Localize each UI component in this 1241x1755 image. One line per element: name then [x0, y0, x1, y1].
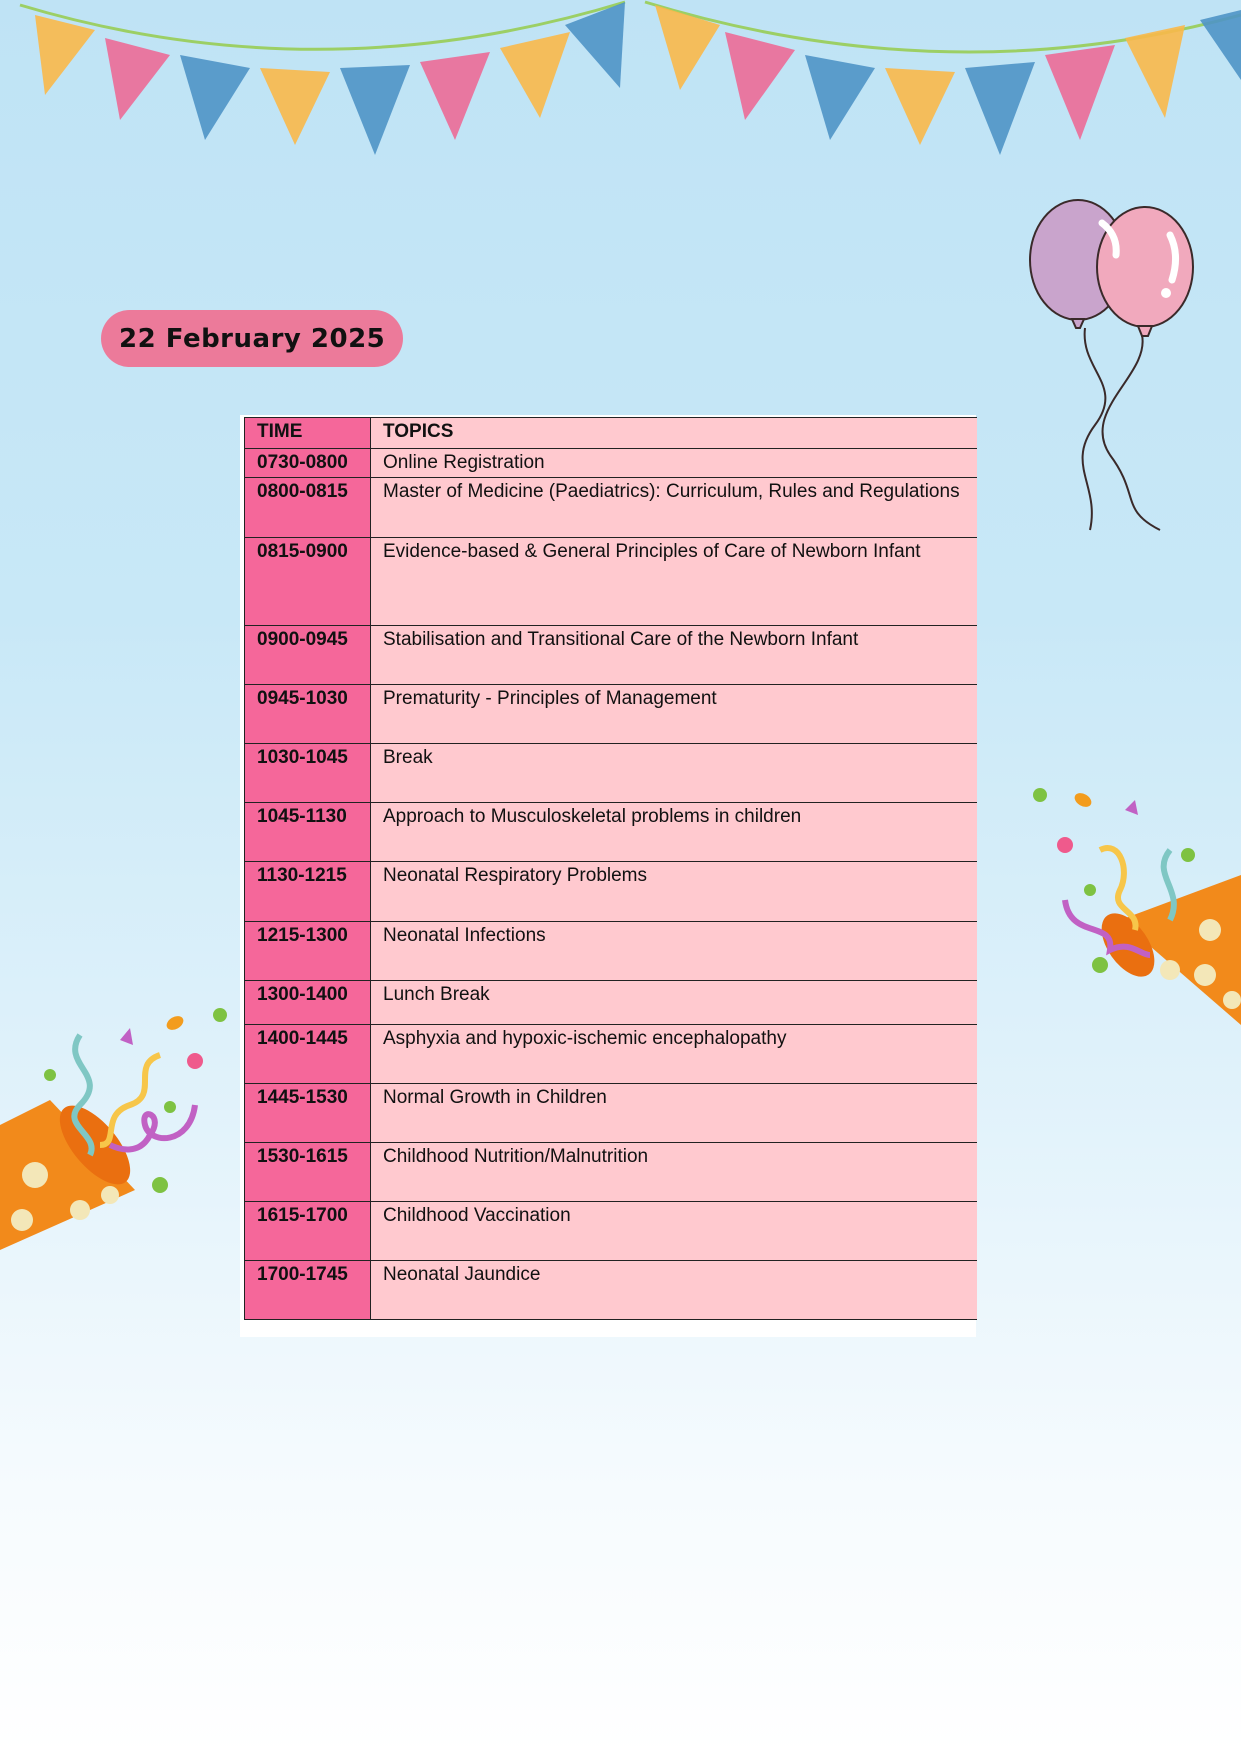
table-row — [245, 922, 977, 981]
topic-cell: Childhood Vaccination — [371, 1202, 977, 1261]
date-badge: 22 February 2025 — [101, 310, 403, 367]
schedule-panel — [240, 415, 976, 1337]
topic-cell: Neonatal Infections — [371, 922, 977, 981]
bunting-flag — [1125, 25, 1185, 118]
topic-cell: Master of Medicine (Paediatrics): Curriculum, Rules and Regulations — [371, 478, 977, 538]
time-cell: 1700-1745 — [245, 1261, 371, 1320]
bunting-flag — [1045, 45, 1115, 140]
table-row — [245, 538, 977, 626]
time-cell: 0815-0900 — [245, 538, 371, 626]
table-row — [245, 1084, 977, 1143]
bunting-flag — [260, 68, 330, 145]
schedule-table — [244, 417, 977, 1320]
balloons-icon — [1020, 195, 1210, 535]
time-cell: 1300-1400 — [245, 981, 371, 1025]
topic-cell: Childhood Nutrition/Malnutrition — [371, 1143, 977, 1202]
schedule-body — [245, 449, 977, 1320]
table-row — [245, 685, 977, 744]
table-row — [245, 626, 977, 685]
table-header-row — [245, 418, 977, 449]
topic-cell: Asphyxia and hypoxic-ischemic encephalopathy — [371, 1025, 977, 1084]
time-cell: 1215-1300 — [245, 922, 371, 981]
bunting-flag — [655, 5, 720, 90]
table-row — [245, 1025, 977, 1084]
time-column-header: TIME — [245, 418, 371, 449]
table-row — [245, 862, 977, 922]
bunting-flag — [1200, 10, 1241, 80]
time-cell: 1530-1615 — [245, 1143, 371, 1202]
bunting-flag — [500, 32, 570, 118]
time-cell: 1045-1130 — [245, 803, 371, 862]
time-cell: 0730-0800 — [245, 449, 371, 478]
time-cell: 1130-1215 — [245, 862, 371, 922]
party-popper-icon — [0, 995, 240, 1255]
bunting-flag — [35, 15, 95, 95]
time-cell: 1030-1045 — [245, 744, 371, 803]
time-cell: 0800-0815 — [245, 478, 371, 538]
time-cell: 1615-1700 — [245, 1202, 371, 1261]
bunting-flag — [805, 55, 875, 140]
bunting-icon — [0, 0, 1241, 170]
topic-cell: Normal Growth in Children — [371, 1084, 977, 1143]
bunting-flag — [340, 65, 410, 155]
topic-cell: Neonatal Jaundice — [371, 1261, 977, 1320]
topic-cell: Online Registration — [371, 449, 977, 478]
topic-cell: Evidence-based & General Principles of Care of Newborn Infant — [371, 538, 977, 626]
table-row — [245, 1202, 977, 1261]
table-row — [245, 744, 977, 803]
table-row — [245, 1261, 977, 1320]
topics-column-header: TOPICS — [371, 418, 977, 449]
topic-cell: Stabilisation and Transitional Care of the Newborn Infant — [371, 626, 977, 685]
table-row — [245, 478, 977, 538]
party-popper-icon — [1020, 780, 1241, 1040]
time-cell: 0945-1030 — [245, 685, 371, 744]
topic-cell: Lunch Break — [371, 981, 977, 1025]
bunting-flag — [180, 55, 250, 140]
bunting-flag — [420, 52, 490, 140]
topic-cell: Approach to Musculoskeletal problems in children — [371, 803, 977, 862]
bunting-flag — [885, 68, 955, 145]
table-row — [245, 803, 977, 862]
bunting-flag — [965, 62, 1035, 155]
topic-cell: Neonatal Respiratory Problems — [371, 862, 977, 922]
table-row — [245, 981, 977, 1025]
time-cell: 0900-0945 — [245, 626, 371, 685]
time-cell: 1445-1530 — [245, 1084, 371, 1143]
bunting-flag — [105, 38, 170, 120]
topic-cell: Prematurity - Principles of Management — [371, 685, 977, 744]
table-row — [245, 1143, 977, 1202]
topic-cell: Break — [371, 744, 977, 803]
time-cell: 1400-1445 — [245, 1025, 371, 1084]
table-row — [245, 449, 977, 478]
bunting-flag — [725, 32, 795, 120]
